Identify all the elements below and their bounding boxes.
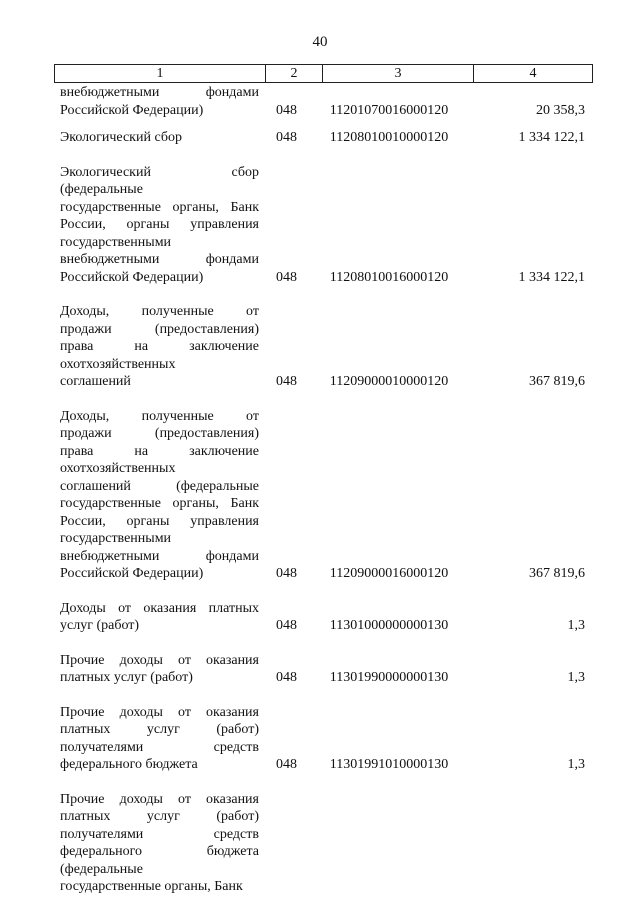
row-description xyxy=(54,84,259,119)
description-line: внебюджетными фондами xyxy=(60,548,259,564)
row-admin-code: 048 xyxy=(276,566,297,581)
table-row xyxy=(54,652,594,687)
row-amount: 20 358,3 xyxy=(536,102,585,118)
description-line: платных услуг (работ) xyxy=(60,722,259,737)
description-line: Прочие доходы от оказания xyxy=(60,652,259,668)
description-line: платных услуг (работ) xyxy=(60,809,259,824)
table-row xyxy=(54,164,594,287)
row-description xyxy=(54,303,259,391)
description-line: получателями средств xyxy=(60,739,259,755)
row-description xyxy=(54,652,259,687)
description-line: продажи (предоставления) xyxy=(60,426,259,441)
row-revenue-code: 11209000016000120 xyxy=(329,566,449,581)
description-line: Российской Федерации) xyxy=(60,566,204,581)
description-line: Прочие доходы от оказания xyxy=(60,791,259,807)
description-line: государственными xyxy=(60,531,172,546)
table-row xyxy=(54,408,594,583)
row-amount: 1,3 xyxy=(567,757,585,772)
description-line: права на заключение xyxy=(60,443,259,459)
row-revenue-code: 11301990000000130 xyxy=(329,670,449,685)
row-description xyxy=(54,600,259,635)
description-line: права на заключение xyxy=(60,339,259,354)
description-line: продажи (предоставления) xyxy=(60,321,259,337)
table-row xyxy=(54,600,594,635)
description-line: Экологический сбор xyxy=(60,164,259,180)
table-header xyxy=(54,64,593,83)
description-line: Прочие доходы от оказания xyxy=(60,704,259,720)
row-description xyxy=(54,408,259,583)
row-revenue-code: 11301991010000130 xyxy=(329,757,449,772)
description-line: (федеральные xyxy=(60,861,143,877)
description-line: получателями средств xyxy=(60,826,259,842)
description-line: России, органы управления xyxy=(60,217,259,232)
row-revenue-code: 11208010010000120 xyxy=(329,130,449,145)
row-revenue-code: 11208010016000120 xyxy=(329,269,449,285)
description-line: Доходы от оказания платных xyxy=(60,600,259,616)
row-description xyxy=(54,791,259,896)
row-amount: 1 334 122,1 xyxy=(518,269,585,285)
row-amount: 1,3 xyxy=(567,618,585,633)
row-admin-code: 048 xyxy=(276,130,297,145)
row-amount: 367 819,6 xyxy=(529,566,585,581)
table-row xyxy=(54,84,594,119)
description-line: (федеральные xyxy=(60,182,143,197)
header-col-1: 1 xyxy=(55,65,266,83)
description-line: охотхозяйственных xyxy=(60,461,176,476)
row-description xyxy=(54,129,259,147)
table-row xyxy=(54,303,594,391)
table-body xyxy=(54,84,594,896)
row-admin-code: 048 xyxy=(276,102,297,118)
description-line: Экологический сбор xyxy=(60,130,182,145)
row-revenue-code: 11209000010000120 xyxy=(329,374,449,389)
description-line: России, органы управления xyxy=(60,513,259,529)
description-line: государственные органы, Банк xyxy=(60,496,259,511)
table-row xyxy=(54,791,594,896)
row-admin-code: 048 xyxy=(276,757,297,772)
description-line: внебюджетными фондами xyxy=(60,252,259,267)
description-line: соглашений xyxy=(60,374,131,389)
row-admin-code: 048 xyxy=(276,670,297,685)
row-admin-code: 048 xyxy=(276,269,297,285)
description-line: Российской Федерации) xyxy=(60,102,204,118)
description-line: федерального бюджета xyxy=(60,757,198,772)
description-line: внебюджетными фондами xyxy=(60,85,259,100)
header-col-4: 4 xyxy=(474,65,593,83)
description-line: соглашений (федеральные xyxy=(60,478,259,494)
description-line: охотхозяйственных xyxy=(60,356,176,372)
row-description xyxy=(54,704,259,774)
row-revenue-code: 11201070016000120 xyxy=(329,102,449,118)
description-line: платных услуг (работ) xyxy=(60,670,193,685)
row-amount: 1 334 122,1 xyxy=(518,130,585,145)
description-line: государственные органы, Банк xyxy=(60,199,259,215)
header-col-3: 3 xyxy=(323,65,474,83)
row-amount: 1,3 xyxy=(567,670,585,685)
page-number: 40 xyxy=(312,34,328,50)
row-amount: 367 819,6 xyxy=(529,374,585,389)
description-line: Доходы, полученные от xyxy=(60,408,259,424)
description-line: федерального бюджета xyxy=(60,844,259,859)
row-revenue-code: 11301000000000130 xyxy=(329,618,449,633)
row-description xyxy=(54,164,259,287)
row-admin-code: 048 xyxy=(276,618,297,633)
description-line: Доходы, полученные от xyxy=(60,304,259,319)
header-col-2: 2 xyxy=(266,65,323,83)
row-admin-code: 048 xyxy=(276,374,297,389)
description-line: услуг (работ) xyxy=(60,618,140,633)
table-row xyxy=(54,129,594,147)
table-row xyxy=(54,704,594,774)
description-line: государственными xyxy=(60,234,172,250)
description-line: государственные органы, Банк xyxy=(60,879,243,894)
description-line: Российской Федерации) xyxy=(60,269,204,285)
